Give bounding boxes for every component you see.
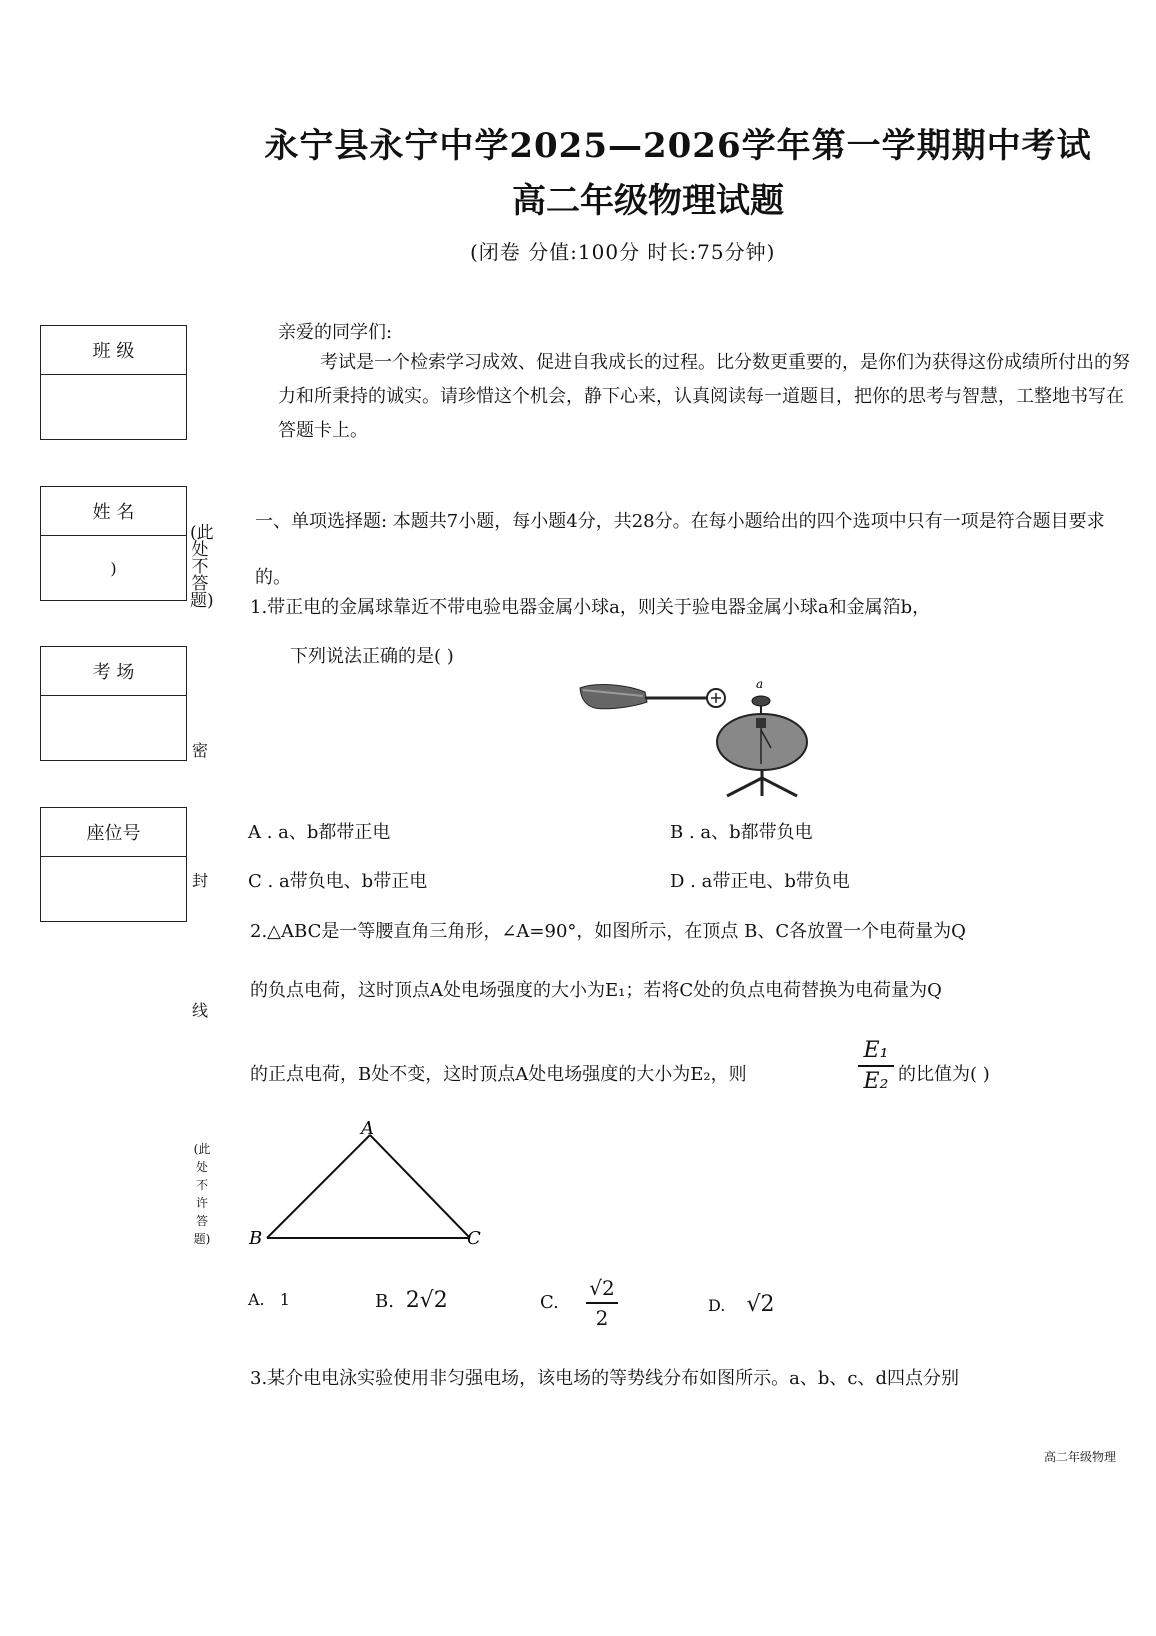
q1-option-d[interactable]: D . a带正电、b带负电 [670, 871, 850, 892]
intro-paragraph: 考试是一个检索学习成效、促进自我成长的过程。比分数更重要的，是你们为获得这份成绩所付出的努力和所秉持的诚实。请珍惜这个机会，静下心来，认真阅读每一道题目，把你的思考与智慧，工整地书写在答题卡上。 [278, 352, 1130, 441]
no-answer-note-bottom: (此处不许答题) [193, 1142, 211, 1246]
q3-stem: 3.某介电电泳实验使用非匀强电场，该电场的等势线分布如图所示。a、b、c、d四点分别 [250, 1368, 960, 1389]
q2-line3a: 的正点电荷，B处不变，这时顶点A处电场强度的大小为E₂，则 [250, 1064, 747, 1085]
seal-char-2: 封 [191, 871, 208, 890]
room-box [40, 646, 187, 761]
vertex-c-label: C [467, 1228, 481, 1249]
q1-option-c[interactable]: C . a带负电、b带正电 [248, 871, 428, 892]
vertex-a-label: A [361, 1120, 374, 1139]
q2-option-a-value: 1 [279, 1290, 290, 1309]
room-field[interactable] [41, 696, 186, 760]
q2-option-d-label: D. [708, 1296, 726, 1315]
name-field[interactable]: ) [110, 558, 117, 578]
class-box [40, 325, 187, 440]
q1-option-a[interactable]: A . a、b都带正电 [248, 822, 391, 843]
fraction-denominator: E₂ [863, 1069, 889, 1094]
q2-option-d[interactable] [708, 1292, 774, 1317]
exam-title: 永宁县永宁中学2025—2026学年第一学期期中考试 [264, 126, 1092, 166]
vertex-b-label: B [249, 1228, 263, 1249]
seat-label: 座位号 [41, 808, 186, 857]
q2-line1: 2.△ABC是一等腰直角三角形，∠A=90°，如图所示，在顶点 B、C各放置一个电荷量为Q [250, 921, 966, 942]
triangle-figure [245, 1120, 485, 1255]
section-heading: 一、单项选择题: 本题共7小题，每小题4分，共28分。在每小题给出的四个选项中只有一项是符合题目要求的。 [255, 511, 1105, 588]
q1-option-b[interactable]: B . a、b都带负电 [670, 822, 813, 843]
room-label: 考 场 [41, 647, 186, 696]
q2-line3b: 的比值为( ) [898, 1064, 990, 1085]
q2-line2: 的负点电荷，这时顶点A处电场强度的大小为E₁；若将C处的负点电荷替换为电荷量为Q [250, 980, 942, 1001]
q2-option-b-label: B. [375, 1291, 394, 1312]
q2-option-c-label: C. [540, 1292, 559, 1313]
exam-meta: (闭卷 分值:100分 时长:75分钟) [470, 240, 776, 264]
exam-subtitle: 高二年级物理试题 [512, 181, 784, 221]
q2-option-c-denominator: 2 [595, 1306, 609, 1330]
q1-stem-line1: 1.带正电的金属球靠近不带电验电器金属小球a，则关于验电器金属小球a和金属箔b， [250, 597, 931, 618]
q2-option-a-label: A. [248, 1290, 265, 1309]
name-box [40, 486, 187, 601]
label-a: a [756, 678, 764, 691]
q2-option-d-value: √2 [746, 1292, 775, 1317]
greeting: 亲爱的同学们: [278, 322, 393, 343]
seal-char-3: 线 [191, 1001, 208, 1020]
q2-option-c-numerator: √2 [589, 1276, 615, 1300]
electroscope-figure [575, 678, 815, 808]
seat-box [40, 807, 187, 922]
q1-stem-line2: 下列说法正确的是( ) [290, 646, 454, 667]
q2-option-c[interactable] [540, 1292, 559, 1313]
q2-option-b-value: 2√2 [405, 1288, 448, 1313]
fraction-numerator: E₁ [863, 1038, 889, 1063]
q2-option-b[interactable] [375, 1288, 448, 1313]
class-field[interactable] [41, 375, 186, 439]
q2-option-a[interactable] [248, 1290, 290, 1309]
fraction-e1-e2 [856, 1038, 896, 1094]
fraction-bar [858, 1065, 894, 1067]
seal-char-1: 密 [191, 741, 208, 760]
name-label: 姓 名 [41, 487, 186, 536]
no-answer-note-top: (此处不答题) [190, 523, 214, 611]
page-footer: 高二年级物理 [1043, 1450, 1116, 1464]
q2-option-c-bar [586, 1302, 618, 1304]
class-label: 班 级 [41, 326, 186, 375]
q2-option-c-fraction [582, 1276, 622, 1330]
seat-field[interactable] [41, 857, 186, 921]
